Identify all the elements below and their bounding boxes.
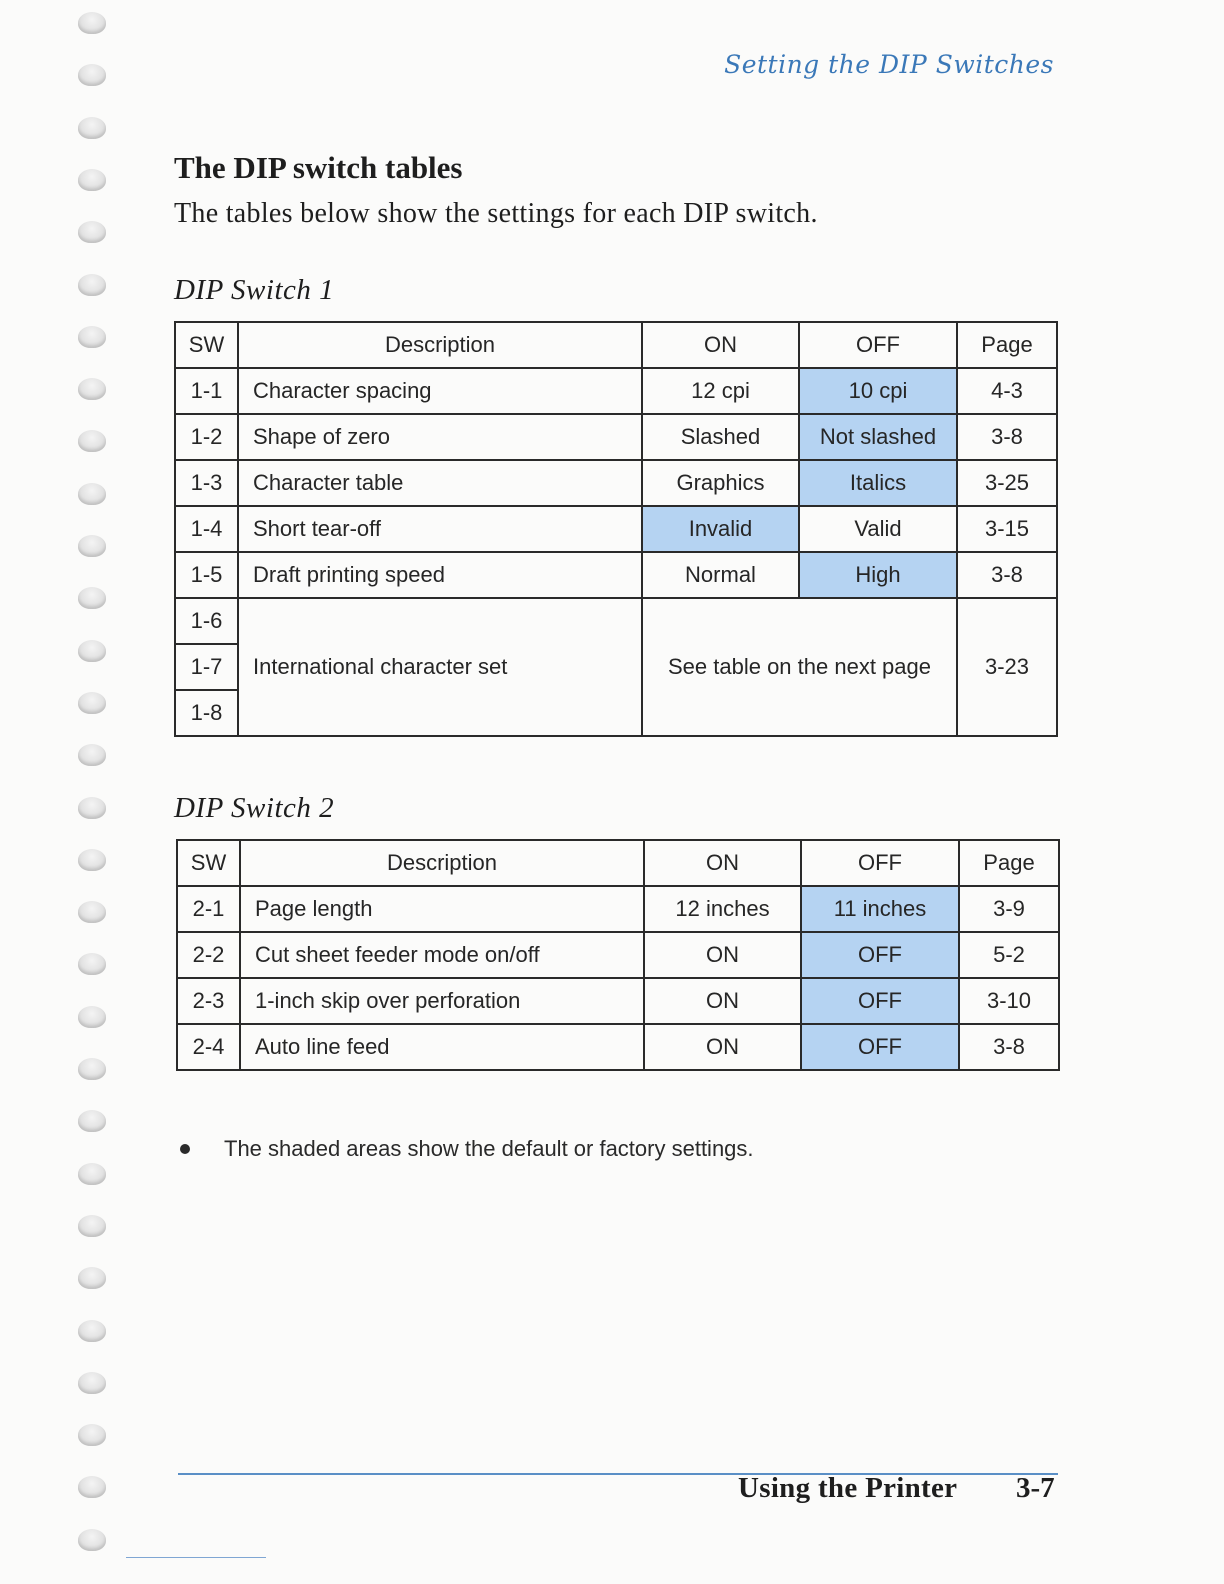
binding-hole [78, 640, 106, 662]
running-head: Setting the DIP Switches [724, 50, 1054, 79]
footer-title: Using the Printer [738, 1472, 958, 1504]
cell-off: OFF [801, 932, 959, 978]
cell-sw: 1-5 [175, 552, 238, 598]
cell-off: OFF [801, 1024, 959, 1070]
cell-description: International character set [238, 598, 642, 736]
cell-page: 3-8 [959, 1024, 1059, 1070]
cell-sw: 1-8 [175, 690, 238, 736]
cell-description: Shape of zero [238, 414, 642, 460]
table-row [175, 368, 1057, 414]
cell-page: 3-15 [957, 506, 1057, 552]
binding-hole [78, 587, 106, 609]
bullet-icon [180, 1144, 190, 1154]
binding-hole [78, 901, 106, 923]
cell-on: Normal [642, 552, 799, 598]
table-row [175, 414, 1057, 460]
dip-switch-1-title: DIP Switch 1 [174, 274, 335, 306]
dip-switch-2-title: DIP Switch 2 [174, 792, 335, 824]
cell-sw: 2-1 [177, 886, 240, 932]
cell-on: Slashed [642, 414, 799, 460]
binding-hole [78, 483, 106, 505]
header-off: OFF [799, 322, 957, 368]
cell-page: 3-10 [959, 978, 1059, 1024]
cell-page: 3-25 [957, 460, 1057, 506]
binding-hole [78, 12, 106, 34]
dip-switch-2-table [176, 839, 1060, 1071]
binding-hole [78, 535, 106, 557]
binding-hole [78, 1267, 106, 1289]
table-header-row [177, 840, 1059, 886]
binding-hole [78, 274, 106, 296]
binding-hole [78, 692, 106, 714]
cell-off: 11 inches [801, 886, 959, 932]
cell-off: High [799, 552, 957, 598]
cell-page: 3-8 [957, 414, 1057, 460]
binding-hole [78, 169, 106, 191]
binding-hole [78, 326, 106, 348]
cell-sw: 1-7 [175, 644, 238, 690]
cell-description: Cut sheet feeder mode on/off [240, 932, 644, 978]
cell-on: ON [644, 978, 801, 1024]
table-header-row [175, 322, 1057, 368]
cell-page: 3-8 [957, 552, 1057, 598]
table-row [177, 886, 1059, 932]
binding-hole [78, 1424, 106, 1446]
cell-setting: See table on the next page [642, 598, 957, 736]
cell-description: Auto line feed [240, 1024, 644, 1070]
page-number: 3-7 [1016, 1472, 1055, 1504]
cell-page: 4-3 [957, 368, 1057, 414]
binding-hole [78, 953, 106, 975]
cell-sw: 1-4 [175, 506, 238, 552]
cell-on: ON [644, 932, 801, 978]
binding-hole [78, 1215, 106, 1237]
cell-description: Page length [240, 886, 644, 932]
binding-hole [78, 1163, 106, 1185]
cell-on: Invalid [642, 506, 799, 552]
binding-hole [78, 378, 106, 400]
header-page: Page [957, 322, 1057, 368]
cell-sw: 2-4 [177, 1024, 240, 1070]
cell-description: 1-inch skip over perforation [240, 978, 644, 1024]
cell-sw: 1-3 [175, 460, 238, 506]
cell-on: 12 cpi [642, 368, 799, 414]
binding-hole [78, 744, 106, 766]
binding-hole [78, 1476, 106, 1498]
table-row [175, 598, 1057, 644]
cell-page: 5-2 [959, 932, 1059, 978]
cell-on: ON [644, 1024, 801, 1070]
cell-page: 3-9 [959, 886, 1059, 932]
header-off: OFF [801, 840, 959, 886]
cell-sw: 1-1 [175, 368, 238, 414]
cell-off: Valid [799, 506, 957, 552]
table-row [177, 1024, 1059, 1070]
note-text: The shaded areas show the default or factory settings. [224, 1136, 754, 1161]
corner-rule [126, 1557, 266, 1558]
binding-hole [78, 1372, 106, 1394]
header-description: Description [238, 322, 642, 368]
intro-text: The tables below show the settings for each DIP switch. [174, 198, 818, 229]
header-sw: SW [177, 840, 240, 886]
cell-sw: 1-6 [175, 598, 238, 644]
binding-holes [72, 0, 112, 1584]
header-on: ON [644, 840, 801, 886]
cell-on: Graphics [642, 460, 799, 506]
cell-off: OFF [801, 978, 959, 1024]
cell-off: 10 cpi [799, 368, 957, 414]
table-row [177, 978, 1059, 1024]
cell-description: Short tear-off [238, 506, 642, 552]
binding-hole [78, 430, 106, 452]
binding-hole [78, 1529, 106, 1551]
binding-hole [78, 64, 106, 86]
binding-hole [78, 849, 106, 871]
cell-sw: 2-3 [177, 978, 240, 1024]
binding-hole [78, 797, 106, 819]
cell-on: 12 inches [644, 886, 801, 932]
shading-note [180, 1136, 754, 1162]
binding-hole [78, 117, 106, 139]
dip-switch-1-table [174, 321, 1058, 737]
table-row [177, 932, 1059, 978]
cell-description: Character table [238, 460, 642, 506]
cell-sw: 1-2 [175, 414, 238, 460]
cell-description: Character spacing [238, 368, 642, 414]
cell-off: Italics [799, 460, 957, 506]
cell-page: 3-23 [957, 598, 1057, 736]
header-on: ON [642, 322, 799, 368]
cell-sw: 2-2 [177, 932, 240, 978]
binding-hole [78, 221, 106, 243]
cell-off: Not slashed [799, 414, 957, 460]
binding-hole [78, 1006, 106, 1028]
binding-hole [78, 1320, 106, 1342]
header-sw: SW [175, 322, 238, 368]
binding-hole [78, 1058, 106, 1080]
header-description: Description [240, 840, 644, 886]
header-page: Page [959, 840, 1059, 886]
cell-description: Draft printing speed [238, 552, 642, 598]
section-title: The DIP switch tables [174, 150, 463, 185]
table-row [175, 460, 1057, 506]
table-row [175, 506, 1057, 552]
table-row [175, 552, 1057, 598]
binding-hole [78, 1110, 106, 1132]
